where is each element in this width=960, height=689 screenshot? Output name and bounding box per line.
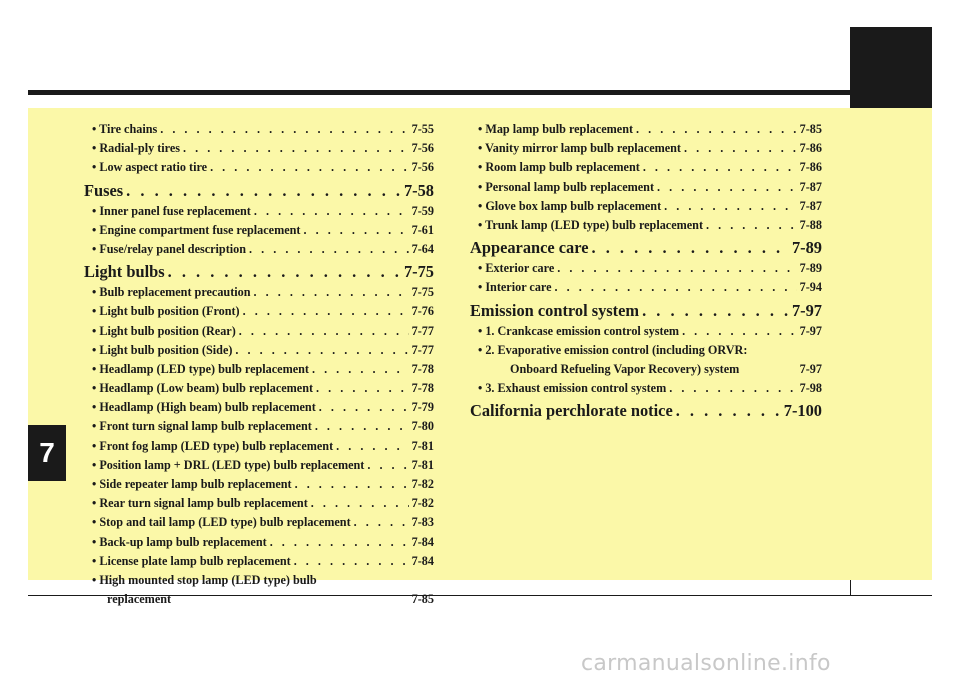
dot-leader	[270, 535, 409, 550]
toc-entry-title: • License plate lamp bulb replacement	[92, 553, 291, 568]
toc-entry[interactable]	[84, 554, 434, 573]
toc-entry-title: • Light bulb position (Front)	[92, 304, 240, 319]
toc-entry[interactable]	[84, 324, 434, 343]
toc-page-number: 7-56	[411, 141, 434, 156]
toc-page-number: 7-85	[411, 592, 434, 607]
dot-leader	[336, 439, 409, 454]
toc-entry[interactable]	[470, 362, 822, 381]
dot-leader	[160, 122, 408, 137]
corner-block	[850, 27, 932, 121]
toc-page-number: 7-87	[799, 198, 822, 213]
toc-page-number: 7-87	[799, 179, 822, 194]
toc-entry-title: • Headlamp (Low beam) bulb replacement	[92, 381, 314, 396]
dot-leader	[235, 343, 408, 358]
dot-leader	[295, 477, 409, 492]
toc-entry[interactable]	[84, 515, 434, 534]
dot-leader	[239, 324, 409, 339]
toc-page-number: 7-97	[799, 361, 822, 376]
toc-page-number: 7-56	[411, 160, 434, 175]
dot-leader	[183, 141, 409, 156]
dot-leader	[312, 362, 409, 377]
toc-entry[interactable]	[470, 160, 822, 179]
toc-entry[interactable]	[470, 122, 822, 141]
toc-page-number: 7-78	[411, 361, 434, 376]
dot-leader	[664, 199, 797, 214]
toc-entry-title: • Tire chains	[92, 122, 158, 136]
toc-page-number: 7-86	[799, 141, 822, 156]
toc-entry-title: • Low aspect ratio tire	[92, 160, 208, 175]
toc-entry-title: • 1. Crankcase emission control system	[478, 323, 680, 338]
top-rule	[28, 90, 850, 95]
toc-entry-title: • Vanity mirror lamp bulb replacement	[478, 141, 681, 156]
toc-entry[interactable]	[84, 400, 434, 419]
toc-page-number: 7-79	[411, 400, 434, 415]
toc-entry-title: • Headlamp (LED type) bulb replacement	[92, 361, 309, 376]
toc-entry-title: • Headlamp (High beam) bulb replacement	[92, 400, 316, 415]
toc-entry-title: • Interior care	[478, 280, 552, 295]
toc-page-number: 7-82	[411, 496, 434, 511]
dot-leader	[367, 458, 408, 473]
toc-entry-title: • Back-up lamp bulb replacement	[92, 534, 267, 549]
dot-leader	[354, 515, 409, 530]
dot-leader	[304, 223, 409, 238]
toc-column-left	[84, 122, 434, 611]
toc-entry-title: • Side repeater lamp bulb replacement	[92, 477, 292, 491]
dot-leader	[254, 285, 409, 300]
toc-entry-title: • High mounted stop lamp (LED type) bulb	[92, 572, 317, 587]
toc-page-number: 7-94	[799, 280, 822, 295]
toc-entry-title: • Room lamp bulb replacement	[478, 160, 640, 175]
toc-entry-title: • Position lamp + DRL (LED type) bulb replacement	[92, 457, 365, 472]
dot-leader	[684, 141, 797, 156]
toc-entry-title: • Bulb replacement precaution	[92, 285, 251, 300]
toc-page-number: 7-76	[411, 304, 434, 319]
dot-leader	[592, 238, 789, 258]
dot-leader	[126, 181, 401, 201]
dot-leader	[249, 242, 409, 257]
toc-entry-title: Light bulbs	[84, 262, 165, 282]
toc-entry-title: • Map lamp bulb replacement	[478, 122, 634, 136]
dot-leader	[706, 218, 797, 233]
toc-entry-title: • Front fog lamp (LED type) bulb replacement	[92, 438, 334, 453]
dot-leader	[555, 280, 797, 295]
toc-section-entry[interactable]	[470, 237, 822, 261]
toc-entry-title: • 2. Evaporative emission control (including ORVR:	[478, 342, 748, 357]
toc-page-number: 7-83	[411, 515, 434, 530]
toc-entry[interactable]	[84, 204, 434, 223]
toc-page-number: 7-85	[799, 122, 822, 136]
toc-page-number: 7-88	[799, 217, 822, 232]
toc-entry[interactable]	[470, 218, 822, 237]
toc-entry[interactable]	[84, 381, 434, 400]
toc-page-number: 7-84	[411, 553, 434, 568]
toc-page-number: 7-82	[411, 477, 434, 491]
dot-leader	[676, 401, 781, 421]
toc-page-number: 7-77	[411, 323, 434, 338]
dot-leader	[682, 324, 797, 339]
toc-page-number: 7-75	[411, 285, 434, 300]
dot-leader	[669, 381, 796, 396]
dot-leader	[254, 204, 409, 219]
toc-entry[interactable]	[84, 362, 434, 381]
toc-page-number: 7-84	[411, 534, 434, 549]
dot-leader	[168, 262, 401, 282]
toc-entry[interactable]	[84, 573, 434, 592]
toc-entry[interactable]	[470, 261, 822, 280]
toc-entry-title: Fuses	[84, 180, 124, 200]
toc-entry[interactable]	[84, 458, 434, 477]
dot-leader	[557, 261, 796, 276]
dot-leader	[642, 301, 789, 321]
toc-page-number: 7-75	[403, 262, 434, 282]
toc-page-number: 7-81	[411, 457, 434, 472]
toc-section-entry[interactable]	[470, 400, 822, 424]
toc-entry-title: • Rear turn signal lamp bulb replacement	[92, 496, 308, 511]
toc-page-number: 7-59	[411, 203, 434, 218]
toc-entry[interactable]	[470, 141, 822, 160]
toc-page-number: 7-89	[799, 261, 822, 276]
toc-entry[interactable]	[84, 141, 434, 160]
toc-section-entry[interactable]	[470, 300, 822, 324]
toc-entry[interactable]	[84, 419, 434, 438]
toc-page-number: 7-58	[403, 180, 434, 200]
dot-leader	[315, 419, 409, 434]
toc-entry[interactable]	[84, 223, 434, 242]
dot-leader	[657, 180, 797, 195]
toc-page-number: 7-89	[791, 238, 822, 258]
toc-page-number: 7-98	[799, 381, 822, 396]
toc-entry-title: • Front turn signal lamp bulb replacement	[92, 419, 312, 434]
dot-leader	[294, 554, 409, 569]
toc-page-number: 7-97	[791, 300, 822, 320]
toc-page-number: 7-100	[783, 401, 822, 421]
toc-entry-title: • Exterior care	[478, 261, 555, 276]
toc-entry-title: • Light bulb position (Rear)	[92, 323, 236, 338]
toc-entry-title: California perchlorate notice	[470, 401, 673, 421]
toc-entry-title: Emission control system	[470, 300, 640, 320]
toc-section-entry[interactable]	[84, 180, 434, 204]
toc-entry[interactable]	[84, 343, 434, 362]
toc-page-number: 7-61	[411, 222, 434, 237]
toc-page-number: 7-64	[411, 241, 434, 256]
toc-section-entry[interactable]	[84, 261, 434, 285]
toc-entry[interactable]	[470, 381, 822, 400]
toc-page-number: 7-86	[799, 160, 822, 175]
dot-leader	[636, 122, 797, 137]
toc-entry[interactable]	[84, 304, 434, 323]
toc-entry-title: • Fuse/relay panel description	[92, 241, 247, 256]
toc-entry[interactable]	[84, 496, 434, 515]
toc-entry[interactable]	[84, 477, 434, 496]
toc-entry[interactable]	[84, 242, 434, 261]
toc-page-number: 7-97	[799, 323, 822, 338]
toc-entry[interactable]	[470, 199, 822, 218]
dot-leader	[311, 496, 409, 511]
toc-page-number: 7-77	[411, 342, 434, 357]
toc-page-number: 7-78	[411, 381, 434, 396]
toc-entry[interactable]	[84, 592, 434, 611]
toc-entry-title: • Inner panel fuse replacement	[92, 203, 251, 218]
toc-page-number: 7-80	[411, 419, 434, 434]
toc-entry-title: • Stop and tail lamp (LED type) bulb replacement	[92, 515, 351, 530]
toc-entry-title: • Glove box lamp bulb replacement	[478, 198, 662, 213]
toc-page-number: 7-55	[411, 122, 434, 136]
toc-entry[interactable]	[470, 343, 822, 362]
toc-entry[interactable]	[470, 280, 822, 299]
toc-entry-title: replacement	[107, 592, 172, 607]
toc-entry[interactable]	[84, 160, 434, 179]
toc-entry-title: • Personal lamp bulb replacement	[478, 179, 655, 194]
toc-entry-title: • Trunk lamp (LED type) bulb replacement	[478, 217, 704, 232]
dot-leader	[210, 160, 409, 175]
toc-entry[interactable]	[470, 324, 822, 343]
toc-entry[interactable]	[84, 535, 434, 554]
chapter-tab: 7	[28, 425, 66, 481]
toc-entry-title: • Radial-ply tires	[92, 141, 181, 156]
toc-page-number: 7-81	[411, 438, 434, 453]
toc-column-right	[470, 122, 822, 424]
toc-entry-title: Onboard Refueling Vapor Recovery) system	[510, 361, 740, 376]
toc-entry[interactable]	[84, 122, 434, 141]
toc-entry[interactable]	[470, 180, 822, 199]
toc-entry-title: • Engine compartment fuse replacement	[92, 222, 301, 237]
watermark: carmanualsonline.info	[581, 651, 831, 676]
toc-entry-title: Appearance care	[470, 238, 589, 258]
dot-leader	[243, 304, 409, 319]
dot-leader	[316, 381, 409, 396]
dot-leader	[643, 160, 797, 175]
dot-leader	[319, 400, 409, 415]
toc-entry-title: • 3. Exhaust emission control system	[478, 381, 667, 396]
toc-entry[interactable]	[84, 285, 434, 304]
toc-entry[interactable]	[84, 439, 434, 458]
toc-entry-title: • Light bulb position (Side)	[92, 342, 233, 357]
